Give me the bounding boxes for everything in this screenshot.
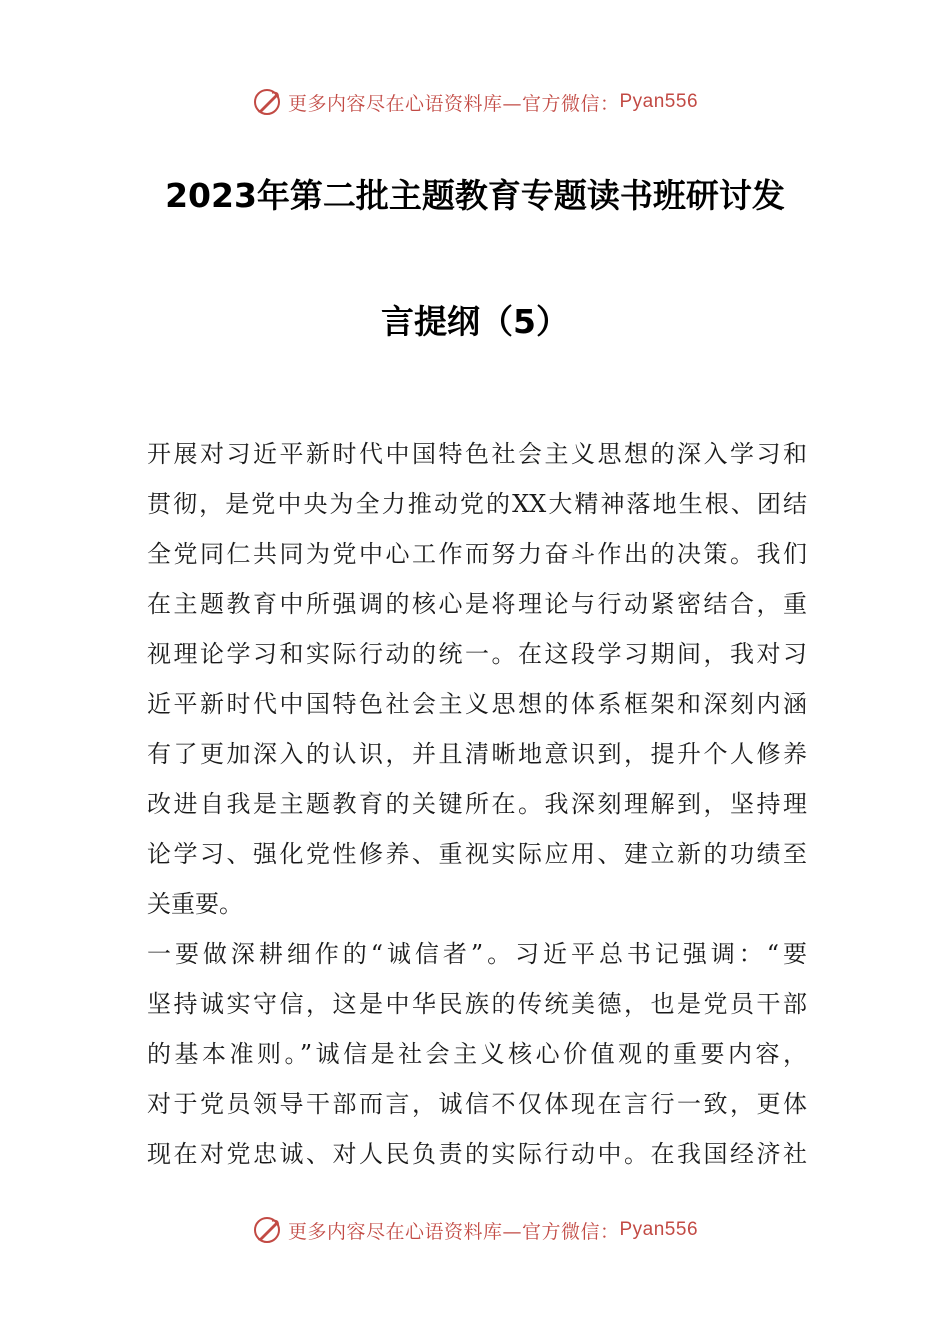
body-line: 对于党员领导干部而言，诚信不仅体现在言行一致，更体 xyxy=(147,1090,807,1118)
body-line: 视理论学习和实际行动的统一。在这段学习期间，我对习 xyxy=(147,640,807,668)
document-body xyxy=(147,434,807,1184)
watermark-text: 更多内容尽在心语资料库—官方微信： xyxy=(287,1220,620,1243)
body-line: 全党同仁共同为党中心工作而努力奋斗作出的决策。我们 xyxy=(147,540,807,568)
document-title-line-2: 言提纲（5） xyxy=(381,302,569,341)
body-line: 在主题教育中所强调的核心是将理论与行动紧密结合，重 xyxy=(147,590,807,618)
body-line: 的基本准则。”诚信是社会主义核心价值观的重要内容， xyxy=(147,1040,807,1068)
body-line: 一要做深耕细作的“诚信者”。习近平总书记强调：“要 xyxy=(147,940,807,968)
body-line: 现在对党忠诚、对人民负责的实际行动中。在我国经济社 xyxy=(147,1140,807,1168)
body-line: 论学习、强化党性修养、重视实际应用、建立新的功绩至 xyxy=(147,840,807,868)
body-line: 贯彻，是党中央为全力推动党的XX大精神落地生根、团结 xyxy=(147,490,807,518)
watermark-header xyxy=(0,82,950,122)
body-line: 关重要。 xyxy=(147,890,243,918)
watermark-handle: Pyan556 xyxy=(619,1219,699,1240)
quill-logo-icon xyxy=(252,1215,282,1245)
body-line: 近平新时代中国特色社会主义思想的体系框架和深刻内涵 xyxy=(147,690,807,718)
watermark-footer xyxy=(0,1210,950,1250)
watermark-handle: Pyan556 xyxy=(619,91,699,112)
body-line: 有了更加深入的认识，并且清晰地意识到，提升个人修养 xyxy=(147,740,807,768)
body-line: 改进自我是主题教育的关键所在。我深刻理解到，坚持理 xyxy=(147,790,807,818)
watermark-text: 更多内容尽在心语资料库—官方微信： xyxy=(287,92,620,115)
body-line: 坚持诚实守信，这是中华民族的传统美德，也是党员干部 xyxy=(147,990,807,1018)
quill-logo-icon xyxy=(252,87,282,117)
document-title-line-1: 2023年第二批主题教育专题读书班研讨发 xyxy=(165,176,785,215)
body-line: 开展对习近平新时代中国特色社会主义思想的深入学习和 xyxy=(147,440,807,468)
